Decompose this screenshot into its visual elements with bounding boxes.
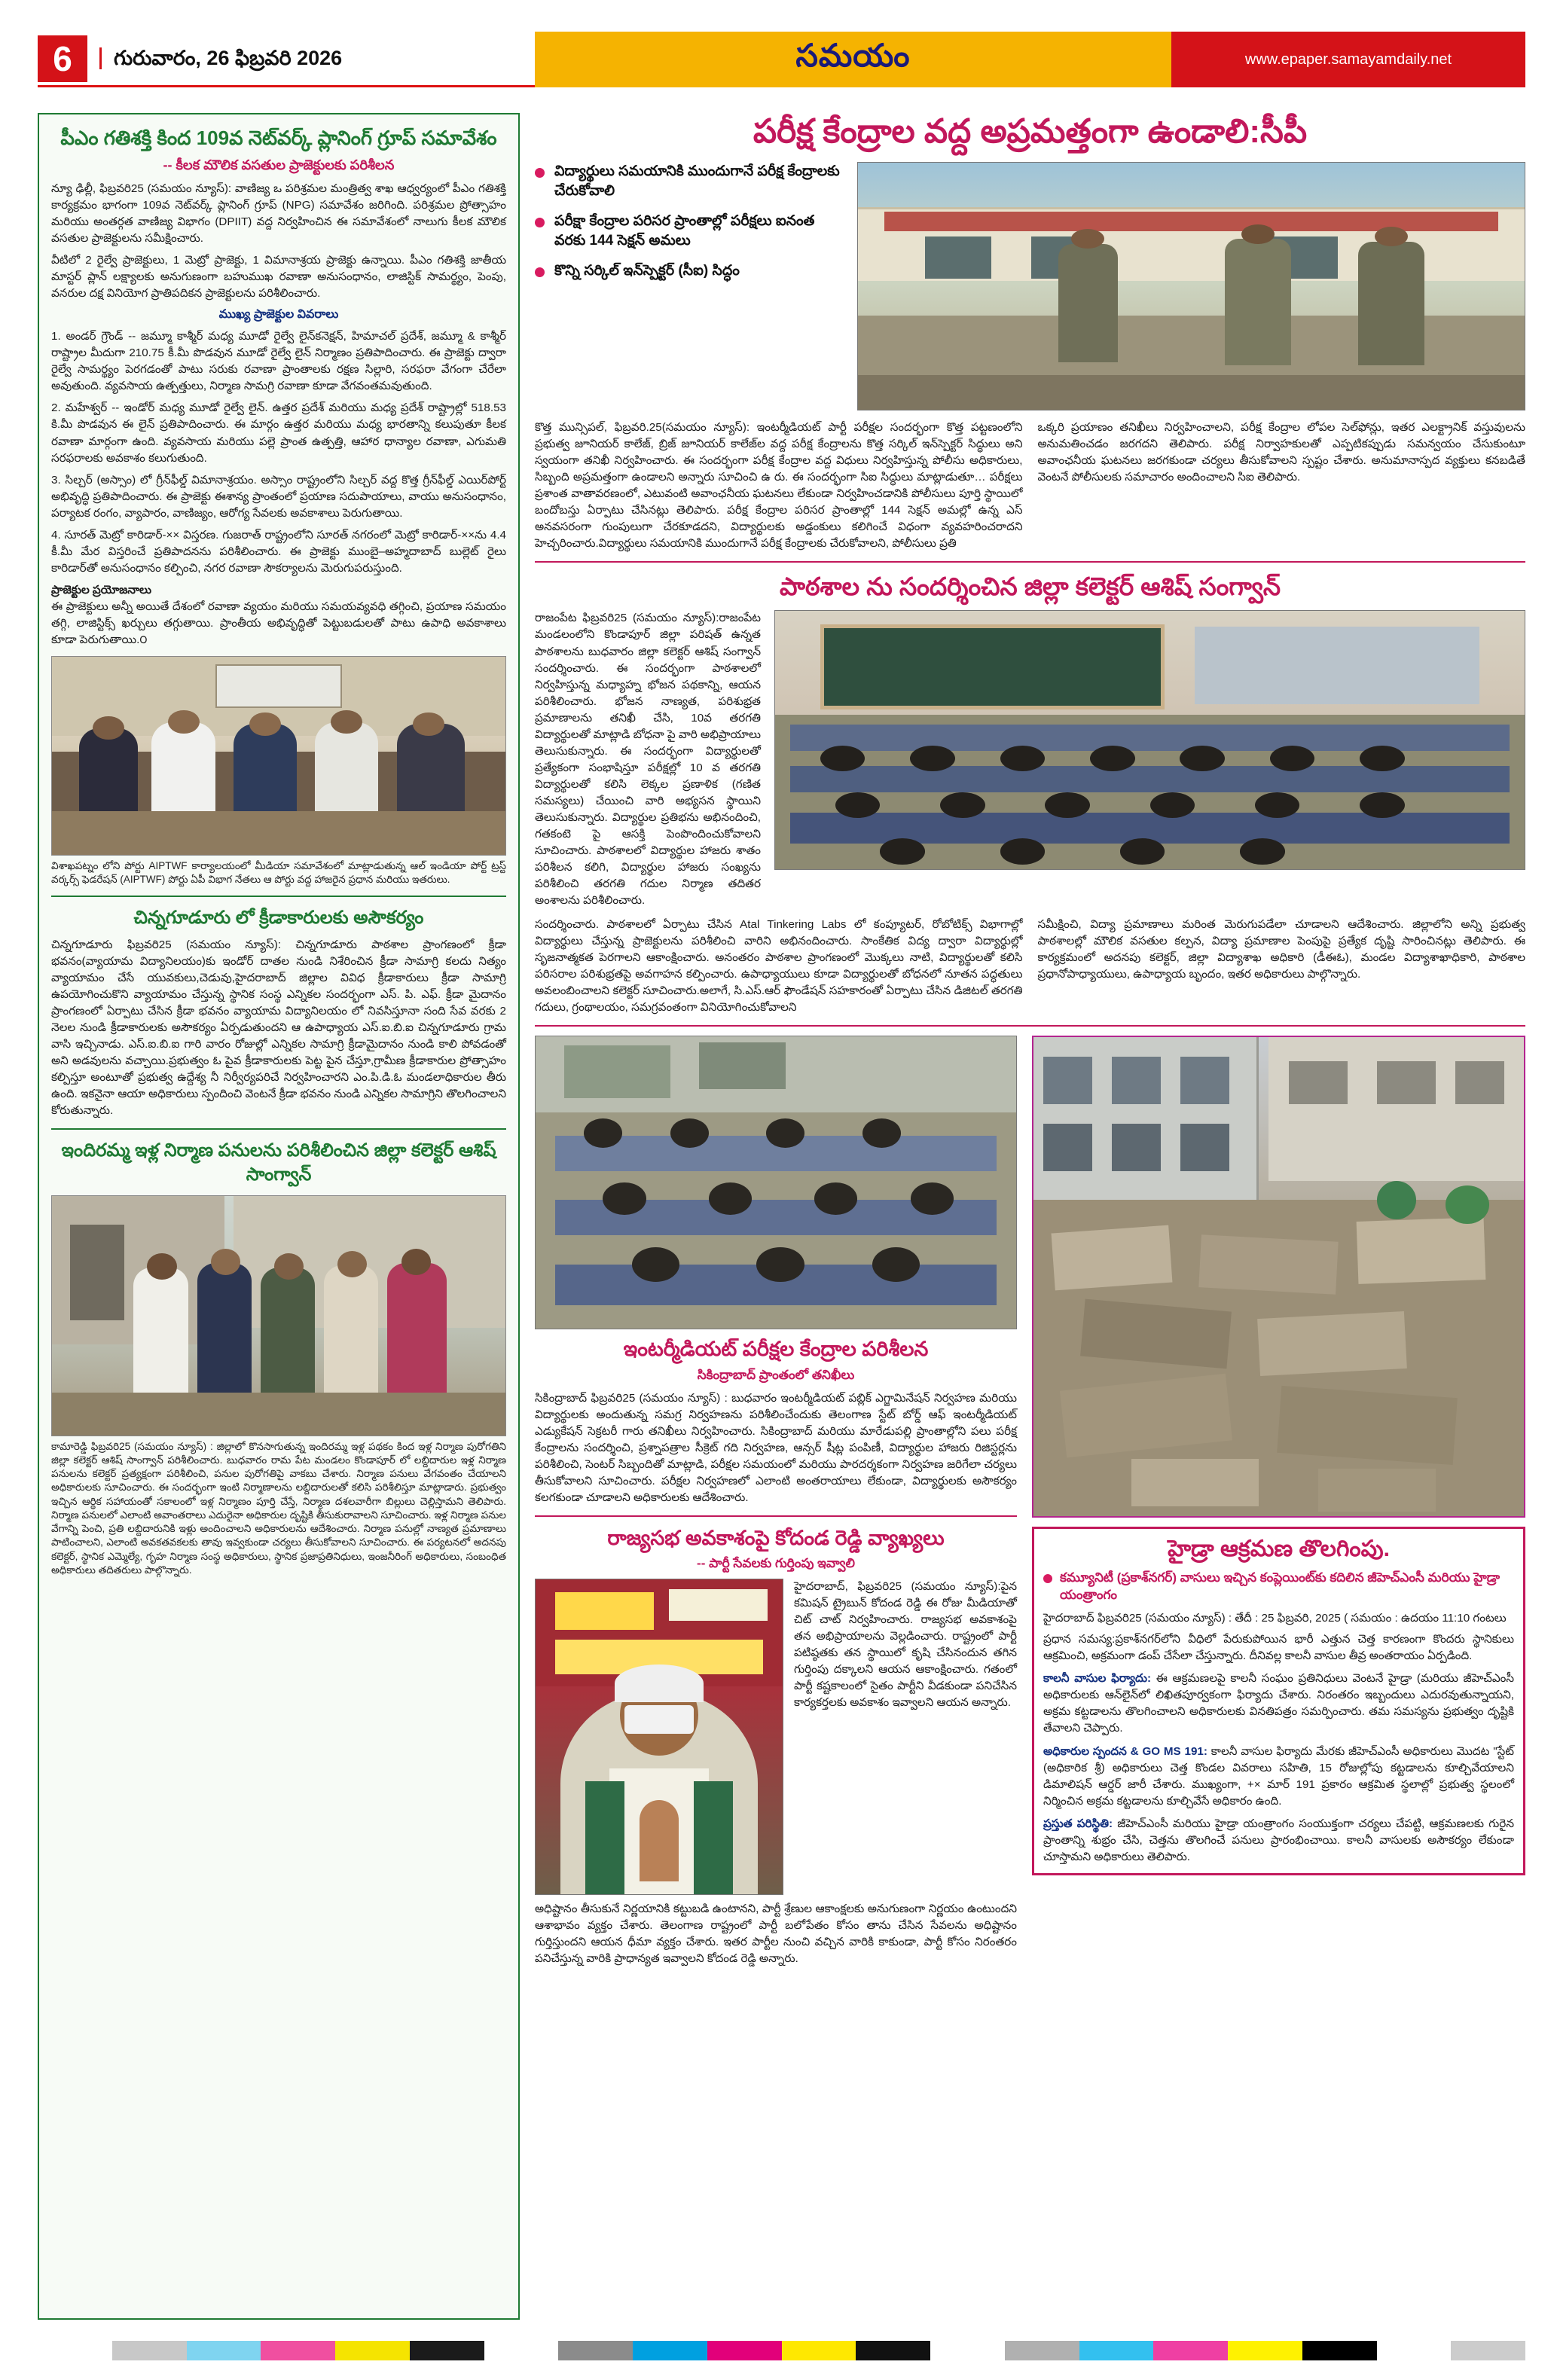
hydra-label-complaint: కాలనీ వాసుల ఫిర్యాదు: — [1043, 1672, 1152, 1686]
publication-date: గురువారం, 26 ఫిబ్రవరి 2026 — [99, 47, 342, 70]
color-swatch — [187, 2341, 261, 2360]
project-item: 1. అండర్ గ్రౌండ్ -- జమ్మూ కాశ్మీర్ మధ్య మూడో రైల్వే లైన్‌కనెక్షన్, హిమాచల్ ప్రదేశ్, జమ్మూ & కాశ్మీర్ రాష్ట్రాల మీదుగా 210.75 కీ.మీ పొడవున మూడో రైల్వే లైన్ నిర్మాణం ప్రతిపాదించారు. ఈ ప్రాజెక్టు ద్వారా రైల్వే సామర్థ్యం పెరగడంతో పాటు సరుకు రవాణా ప్రాంతాలకు రక్షణ సిల్లారి, సరఫరా వేగంగా చేరేలా అవుతుంది. వ్యవసాయ ఉత్పత్తులు, నిర్మాణ సామగ్రి రవాణా కూడా వేగవంతమవుతుంది. — [51, 330, 506, 393]
color-swatch — [930, 2341, 1005, 2360]
hydra-label-status: ప్రస్తుత పరిస్థితి: — [1043, 1817, 1113, 1830]
color-swatch — [1153, 2341, 1228, 2360]
color-swatch — [633, 2341, 707, 2360]
bottom-left-block — [535, 1036, 1017, 1967]
registration-color-bar — [38, 2341, 1525, 2360]
page-number: 6 — [38, 35, 87, 82]
photo-collector-houses-caption: కామారెడ్డి ఫిబ్రవరి25 (సమయం న్యూస్) : జిల్లాలో కొనసాగుతున్న ఇందిరమ్మ ఇళ్ల పథకం కింద ఇళ్ల నిర్మాణ పురోగతిని జిల్లా కలెక్టర్ ఆశిష్ సాంగ్వాన్ పరిశీలించారు. బుధవారం రామ పేట మండలం కొండాపూర్ లో లబ్దిదారుల ఇళ్ల నిర్మాణ పనులను కలెక్టర్ ప్రత్యక్షంగా పరిశీలించి, పనుల పురోగతిపై వాకబు చేశారు. నిర్మాణ పనులు వేగవంతం చేయాలని అధికారులకు సూచించారు. ఈ సందర్భంగా ఇంటి నిర్మాణాలను లబ్దిదారులతో కలిసి పరిశీలిస్తూ మాట్లాడారు. ప్రభుత్వం ఇచ్చిన ఆర్థిక సహాయంతో సకాలంలో ఇళ్ల నిర్మాణం పూర్తి చేస్తే, నిర్మాణ దశలవారీగా బిల్లులు చెల్లిస్తామని తెలిపారు. నిర్మాణ పనులలో ఎలాంటి అవాంతరాలు ఎదురైనా అధికారుల దృష్టికి తీసుకురావాలని సూచించారు. ఇళ్ల నిర్మాణ పనుల వేగాన్ని పెంచి, ప్రతి లబ్దిదారునికి ఇళ్లు అందించాలని అధికారులను ఆదేశించారు. నిర్మాణ పనుల్లో నాణ్యత ప్రమాణాలు పాటించాలని, ఎలాంటి అవకతవకలకు తావు ఇవ్వకుండా చర్యలు తీసుకోవాలని సూచించారు. ఈ పర్యటనలో అదనపు కలెక్టర్, స్థానిక ఎమ్మెల్యే, గృహ నిర్మాణ సంస్థ అధికారులు, స్థానిక ప్రజాప్రతినిధులు, ఇంజనీరింగ్ అధికారులు, సంబంధిత అధికారులు తదితరులు పాల్గొన్నారు. — [51, 1440, 506, 1576]
color-swatch — [856, 2341, 930, 2360]
color-swatch — [484, 2341, 559, 2360]
project-item: 4. సూరత్ మెట్రో కారిడార్-×× విస్తరణ. గుజరాత్ రాష్ట్రంలోని సూరత్ నగరంలో మెట్రో కారిడార్-××ను 4.4 కీ.మీ మేర విస్తరించే ప్రతిపాదనను పరిశీలించారు. ఈ ప్రాజెక్టు ముంబై–అహ్మదాబాద్ బుల్లెట్ రైలు కారిడార్‌తో అనుసంధానం కల్పించి, నగర రవాణా సౌకర్యాలను మెరుగుపరుస్తుంది. — [51, 528, 506, 575]
rajyasabha-subhead: -- పార్టీ సేవలకు గుర్తింపు ఇవ్వాలి — [697, 1556, 855, 1571]
divider — [51, 896, 506, 897]
exam-bullets — [535, 162, 844, 291]
color-swatch — [1451, 2341, 1525, 2360]
hydra-box — [1032, 1527, 1525, 1875]
hydra-body-1: హైదరాబాద్ ఫిబ్రవరి25 (సమయం న్యూస్) : తేదీ : 25 ఫిబ్రవరి, 2025 ( సమయం : ఉదయం 11:10 గంటలు — [1043, 1612, 1507, 1625]
story-exam — [535, 113, 1525, 552]
color-swatch — [707, 2341, 782, 2360]
bottom-right-block — [1032, 1036, 1525, 1967]
school-col2: సందర్శించారు. పాఠశాలలో ఏర్పాటు చేసిన Atal Tinkering Labs లో కంప్యూటర్, రోబోటిక్స్ విభాగాల్లో విద్యార్థులు చేస్తున్న ప్రాజెక్టులను పరిశీలించి వారిని అభినందించారు. సాంకేతిక విద్య ద్వారా విద్యార్థుల్లో సృజనాత్మకత పెరగాలని ఆకాంక్షించారు. అనంతరం పాఠశాల ప్రాంగణంలో మొక్కలు నాటి, విద్యార్థులతో కలిసి పరిసరాల పరిశుభ్రతపై అవగాహన కల్పించారు. ఉపాధ్యాయులు కూడా విద్యార్థులతో బోధనలో నూతన పద్ధతులు అవలంబించాలని కలెక్టర్ సూచించారు.అలాగే, సి.ఎస్.ఆర్ ఫౌండేషన్ సహకారంతో ఏర్పాటు చేసిన డిజిటల్ తరగతి గదులు, గ్రంథాలయం, సమగ్రవంతంగా వినియోగించుకోవాలని — [535, 918, 1023, 1015]
story-school — [535, 572, 1525, 1016]
color-swatch — [782, 2341, 856, 2360]
left-subhead-1: -- కీలక మౌలిక వసతుల ప్రాజెక్టులకు పరిశీలన — [163, 157, 395, 173]
left-body-1-p2: వీటిలో 2 రైల్వే ప్రాజెక్టులు, 1 మెట్రో ప్రాజెక్టు, 1 విమానాశ్రయ ప్రాజెక్టు ఉన్నాయి. పీఎం గతిశక్తి జాతీయ మాస్టర్ ప్లాన్ లక్ష్యాలకు అనుగుణంగా బహుముఖ రవాణా అనుసంధానం, లాజిస్టిక్ సామర్థ్యం, పెంపు, వనరుల దక్ష వినియోగ ప్రాతిపదికన ప్రాజెక్టులను పరిశీలించారు. — [51, 254, 506, 301]
exam-bullet: కొన్ని సర్కిల్ ఇన్‌స్పెక్టర్ (సీఐ) సిద్ధం — [535, 261, 844, 282]
main-area — [535, 113, 1525, 1967]
left-section-label: ముఖ్య ప్రాజెక్టుల వివరాలు — [218, 308, 339, 322]
inter-body: సికింద్రాబాద్ ఫిబ్రవరి25 (సమయం న్యూస్) : బుధవారం ఇంటర్మీడియట్ పబ్లిక్ ఎగ్జామినేషన్ నిర్వహణ మరియు విద్యార్థులకు అందుతున్న సమగ్ర నిర్వహణను పరిశీలించేందుకు తెలంగాణ స్టేట్ బోర్డ్ ఆఫ్ ఇంటర్మీడియట్ ఎడ్యుకేషన్ సెక్రటరీ గారు తనిఖీలు నిర్వహించారు. సికింద్రాబాద్ మరియు మారేడుపల్లి ప్రాంతాల్లోని పలు పరీక్ష కేంద్రాలను సందర్శించి, ప్రశ్నాపత్రాల సీక్రెట్ గది నిర్వహణ, ఆన్సర్ షీట్ల పంపిణీ, విద్యార్థుల హాజరు రిజిస్టర్లను పరిశీలించి, సెంటర్ సిబ్బందితో మాట్లాడి, పరీక్షల సమయంలో మరియు పారదర్శకంగా నిర్వహణ జరిగేలా చర్యలు తీసుకోవాలని సూచించారు. పరీక్షల నిర్వహణలో ఎలాంటి అంతరాయాలు లేకుండా, విద్యార్థులకు అసౌకర్యం కలగకుండా చూడాలని అధికారులకు ఆదేశించారు. — [535, 1391, 1017, 1504]
divider — [535, 1515, 1017, 1517]
left-column — [38, 113, 520, 2320]
photo-police-inspection — [857, 162, 1525, 410]
exam-body-col1: కొత్త మున్సిపల్, ఫిబ్రవరి.25(సమయం న్యూస్): ఇంటర్మీడియట్ పార్టీ పరీక్షల సందర్భంగా కొత్త పట్టణంలోని ప్రభుత్వ జూనియర్ కాలేజ్, బ్రిజ్ జూనియర్ కాలేజ్‌ల వద్ద పరీక్ష కేంద్రాలను కొత్త సర్కిల్ ఇన్‌స్పెక్టర్ సిద్ధులు అని స్వయంగా తనిఖీ నిర్వహించారు. ఈ సందర్భంగా పరీక్ష కేంద్రాల వద్ద విధులు నిర్వహిస్తున్న పోలీసు అధికారులు, సిబ్బంది అప్రమత్తంగా ఉండాలని అన్నారు సూచించి ఉ రు. ఈ సందర్భంగా సిఐ సిద్ధులు మాట్లాడుతూ… పరీక్షలు ప్రశాంత వాతావరణంలో, ఎటువంటి అవాంఛనీయ ఘటనలు లేకుండా నిర్వహించడానికి పోలీసులు పూర్తి స్థాయిలో బందోబస్తు ఏర్పాటు చేసినట్లు తెలిపారు. పరీక్ష కేంద్రాల పరిసర ప్రాంతాల్లో 144 సెక్షన్ అమల్లో ఉన్న ఎస్ అనవసరంగా గుంపులుగా చేరకూడదని, విద్యార్థులకు అడ్డంకులు కలిగించే విధంగా వ్యవహరించరాదని హెచ్చరించారు.విద్యార్థులు సమయానికి ముందుగానే పరీక్ష కేంద్రాలకు చేరుకోవాలని, పోలీసులు ప్రతి — [535, 420, 1023, 550]
left-body-2 — [51, 937, 506, 1119]
inter-subhead: సికింద్రాబాద్ ప్రాంతంలో తనిఖీలు — [697, 1367, 855, 1382]
color-swatch — [1005, 2341, 1079, 2360]
left-projects — [51, 328, 506, 576]
hydra-body-4: కాలనీ వాసుల ఫిర్యాదు మేరకు జీహెచ్ఎంసీ అధికారులు మొదట "స్టేట్ (అధికారిక శ్రీ) అధికారులు చెత్త కొండల వివరాలు సహితి, 15 రోజుల్లోపు కట్టడాలను కూల్చివేయాలని డిమాలిషన్ ఆర్డర్ జారీ చేశారు. ముఖ్యంగా, +× మార్ 191 ప్రకారం ఆక్రమిత స్థలాల్లో ప్రభుత్వ స్థలంలో నిర్మించిన అక్రమ కట్టడాలను కూల్చివేసే అధికారం ఉంది. — [1043, 1744, 1514, 1808]
exam-bullet: పరీక్షా కేంద్రాల పరిసర ప్రాంతాల్లో పరీక్షలు ఐనంత వరకు 144 సెక్షన్ అమలు — [535, 212, 844, 252]
color-swatch — [558, 2341, 633, 2360]
photo-kodanda-reddy — [535, 1579, 783, 1895]
website-url[interactable]: www.epaper.samayamdaily.net — [1171, 32, 1525, 87]
masthead-left — [38, 32, 535, 87]
color-swatch — [1228, 2341, 1302, 2360]
rajyasabha-headline: రాజ్యసభ అవకాశంపై కోదండ రెడ్డి వ్యాఖ్యలు — [607, 1526, 945, 1549]
divider — [535, 1025, 1525, 1027]
hydra-headline: హైడ్రా ఆక్రమణ తొలగింపు. — [1168, 1536, 1390, 1562]
color-swatch — [112, 2341, 187, 2360]
exam-bullet: విద్యార్థులు సమయానికి ముందుగానే పరీక్ష కేంద్రాలకు చేరుకోవాలి — [535, 162, 844, 202]
hydra-body-3: ఈ ఆక్రమణలపై కాలనీ సంఘం ప్రతినిధులు వెంటనే హైడ్రా (మరియు జీహెచ్ఎంసీ అధికారులకు ఆన్‌లైన్‌లో లిఖితపూర్వకంగా ఫిర్యాదు చేశారు. నిరంతరం ఇబ్బందులు ఎదురవుతున్నాయని, అక్రమ కట్టడాలను తొలగించాలని అధికారులకు వినతిపత్రం సమర్పించారు. తమ సమస్యను ప్రభుత్వం దృష్టికి తేవాలని చెప్పారు. — [1043, 1672, 1514, 1735]
photo-hydra-demolition — [1032, 1036, 1525, 1518]
photo-press-meet-caption: విశాఖపట్నం లోని పోర్టు AIPTWF కార్యాలయంలో మీడియా సమావేశంలో మాట్లాడుతున్న ఆల్ ఇండియా పోర్ట్ ట్రస్ట్ వర్కర్స్ ఫెడరేషన్ (AIPTWF) పోర్టు ఏపీ విభాగ నేతలు ఆ పోర్టు వద్ద హాజరైన ప్రధాన మరియు ఇతరులు. — [51, 859, 506, 886]
divider — [535, 561, 1525, 563]
photo-press-meet — [51, 656, 506, 856]
school-col1: రాజంపేట ఫిబ్రవరి25 (సమయం న్యూస్):రాజంపేట మండలంలోని కొండాపూర్ జిల్లా పరిషత్ ఉన్నత పాఠశాలను బుధవారం జిల్లా కలెక్టర్ ఆశిష్ సంగ్వాన్ సందర్శించారు. ఈ సందర్భంగా పాఠశాలలో నిర్వహిస్తున్న మధ్యాహ్న భోజన పథకాన్ని, ఆయన పరిశీలించారు. భోజన నాణ్యత, పరిశుభ్రత ప్రమాణాలను తనిఖీ చేసి, 10వ తరగతి విద్యార్థులతో మాట్లాడి బోధనా పై వారి అభిప్రాయాలు తెలుసుకున్నారు. ఈ సందర్భంగా విద్యార్థులతో ప్రత్యేకంగా సంభాషిస్తూ పరీక్షల్లో 10 వ తరగతి విద్యార్థులతో కలిసి లెక్కల ప్రణాళిక (గణిత సమస్యలు) చేయించి వారి అభ్యసన స్థాయిని తెలుసుకున్నారు. విద్యార్థుల ప్రతిభను అభినందించి, గతకంటె పై ఆసక్తి పెంపొందించుకోవాలని సూచించారు. పాఠశాలలో విద్యార్థుల హాజరు శాతం పరిశీలన కలిగి, విద్యార్థుల హాజరు సంఖ్యను పరిశీలించి తరగతి గదుల నిర్మాణ తదితర అంశాలను పరిశీలించారు. — [535, 612, 761, 907]
color-swatch — [1377, 2341, 1452, 2360]
masthead — [38, 32, 1525, 87]
project-item: 2. మహేశ్వర్ -- ఇండోర్ మధ్య మూడో రైల్వే లైన్. ఉత్తర ప్రదేశ్ మరియు మధ్య ప్రదేశ్ రాష్ట్రాల్లో 518.53 కి.మీ పొడవున ఈ లైన్ ప్రతిపాదించారు. ఈ మార్గం ఉత్తర మరియు మధ్య భారతాన్ని కలుపుతూ కీలక రవాణా మార్గంగా ఉంది. వ్యవసాయ మరియు పల్లె ప్రాంత ఉత్పత్తి, ఆహార ధాన్యాల రవాణా, ఎగుమతి సరఫరాలకు అవకాశం కలుగుతుంది. — [51, 401, 506, 465]
left-body-1-p1: న్యూ ఢిల్లీ, ఫిబ్రవరి25 (సమయం న్యూస్): వాణిజ్య ఒ పరిశ్రమల మంత్రిత్వ శాఖ ఆధ్వర్యంలో పీఎం గతిశక్తి కార్యక్రమం భాగంగా 109వ నెట్‌వర్క్ ప్లానింగ్ గ్రూప్ (NPG) సమావేశం జరిగింది. పరిశ్రమల ప్రోత్సాహం మరియు అంతర్గత వాణిజ్య విభాగం (DPIIT) వద్ద నిర్వహించిన ఈ సమావేశంలో నాలుగు కీలక మౌలిక వసతుల ప్రాజెక్టులను సమీక్షించారు. — [51, 182, 506, 246]
photo-classroom-visit — [774, 610, 1525, 870]
left-body-2-p1: చిన్నగూడూరు ఫిబ్రవరి25 (సమయం న్యూస్): చిన్నగూడూరు పాఠశాల ప్రాంగణంలో క్రీడా భవనం(వ్యాయామ విద్యానిలయం)కు ఇండోర్ దాతల నుండి నిశేరించిన క్రీడా సామాగ్రి కలదు నిత్యం వ్యాయామం చేసే యువకులు,చెడువు,హైదరాబాద్ జిల్లాల వివిధ క్రీడాకారులు క్రీడా సామాగ్రి ఉపయోగించుకొని వ్యాయామం చేస్తున్న స్థానిక సంస్థ ఎన్నికల సందర్భంగా ఎస్. పి. ఎఫ్. క్రీడా మైదానం ప్రాంగణంలో ఏర్పాటు చేసిన క్రీడా భవనం వ్యాయామ విద్యానిలయం లో నివసిస్తూనా సంది సేవ వరకు 2 నెలల నుండి క్రీడాకారులకు అసౌకర్యం ఏర్పడుతుందని ఆ ఉపాధ్యాయ ఎస్.ఐ.బి.ఐ చిన్నగూడూరు గ్రామ వాసి ఇచ్చినాడు. ఎస్.ఐ.బి.ఐ గారి వారం రోజుల్లో ఎన్నికల సామాగ్రి క్రీడామైదానం నుండి కాలి పోవడంతో అని అడవులను వచ్చాయి.ప్రభుత్వం ఓ పైవ క్రీడాకారులకు పెట్ట పైన చేస్తూ,గ్రామీణ క్రీడాకారుల ప్రోత్సాహం కల్పిస్తూ అంటూతో ప్రభుత్వ ఉద్దేశ్య నీ నిర్వీర్యపరిచే నిర్వహించారని ఎం.పి.డి.ఓ మండలాధికారుల తీరు ఉంది. ఇకనైనా ఆయా అధికారులు స్పందించి వెంటనే క్రీడా భవనం నుండి ఎన్నికల సామాగ్రిని తొలగించాలని కోరుతున్నారు. — [51, 938, 506, 1118]
school-headline: పాఠశాల ను సందర్శించిన జిల్లా కలెక్టర్ ఆశిష్ సంగ్వాన్ — [779, 572, 1281, 600]
left-headline-2: చిన్నగూడూరు లో క్రీడాకారులకు అసౌకర్యం — [133, 908, 424, 929]
left-headline-3: ఇందిరమ్మ ఇళ్ల నిర్మాణ పనులను పరిశీలించిన జిల్లా కలెక్టర్ ఆశిష్ సాంగ్వాన్ — [61, 1140, 496, 1185]
color-swatch — [1302, 2341, 1377, 2360]
exam-body-col2: ఒక్కరి ప్రయాణం తనిఖీలు నిర్వహించాలని, పరీక్ష కేంద్రాల లోపల సెల్‌ఫోన్లు, ఇతర ఎలక్ట్రానిక్ వస్తువులను అనుమతించడం జరగదని తెలిపారు. పరీక్ష నిర్వాహకులతో ఎప్పటికప్పుడు సమన్వయం చేసుకుంటూ అవాంఛనీయ ఘటనలు జరగకుండా చర్యలు తీసుకోవాలని స్పష్టం చేశారు. అనుమానాస్పద వ్యక్తులు కనబడితే వెంటనే పోలీసులకు సమాచారం అందించాలని సిఐ తెలిపారు. — [1037, 420, 1525, 484]
divider — [51, 1128, 506, 1130]
color-swatch — [410, 2341, 484, 2360]
color-swatch — [261, 2341, 335, 2360]
hydra-body-2: ప్రధాన సమస్య:ప్రకాశ్‌నగర్‌లోని వీధిలో పేరుకుపోయిన భారీ ఎత్తున చెత్త కారణంగా కొందరు స్థానికులు ఆక్రమించి, అక్రమంగా డంప్ చేసేలా చేస్తున్నారు. దీనివల్ల కాలనీ వాసుల తీవ్ర అంతరాయం ఏర్పడింది. — [1043, 1633, 1514, 1663]
rajyasabha-col1: హైదరాబాద్, ఫిబ్రవరి25 (సమయం న్యూస్):పైన కమిషన్ ట్రైబున్ కోదండ రెడ్డి ఈ రోజు మీడియాతో చిట్ చాట్ నిర్వహించారు. రాజ్యసభ అవకాశంపై తన అభిప్రాయాలను వెల్లడించారు. రాష్ట్రంలో పార్టీ పటిష్ఠతకు తన స్థాయిలో కృషి చేసినందున తగిన గుర్తింపు దక్కాలని ఆయన ఆకాంక్షించారు. గతంలో పార్టీ కష్టకాలంలో సైతం పార్టీని వీడకుండా పనిచేసిన కార్యకర్తలకు అవకాశం ఇవ్వాలని ఆయన అన్నారు. — [794, 1580, 1017, 1710]
color-swatch — [335, 2341, 410, 2360]
inter-headline: ఇంటర్మీడియట్ పరీక్షల కేంద్రాల పరిశీలన — [623, 1338, 929, 1361]
project-item: 3. సిల్చర్ (అస్సాం) లో గ్రీన్‌ఫీల్డ్ విమానాశ్రయం. అస్సాం రాష్ట్రంలోని సిల్చర్ వద్ద కొత్త గ్రీన్‌ఫీల్డ్ ఎయిర్‌పోర్ట్ అభివృద్ధి ప్రతిపాదించారు. ఈ ప్రాజెక్టు ఈశాన్య ప్రాంతంలో ప్రయాణ సదుపాయాలు, వాయు అనుసంధానం, పర్యాటక రంగం, వ్యాపారం, వాణిజ్యం, ఆరోగ్య సేవలకు అవకాశాలు పెరుగుతాయి. — [51, 473, 506, 520]
benefits-text: ఈ ప్రాజెక్టులు అన్నీ అయితే దేశంలో రవాణా వ్యయం మరియు సమయవ్యవధి తగ్గించి, ప్రయాణ సమయం తగ్గి, లాజిస్టిక్స్ ఖర్చులు తగ్గుతాయి. ప్రాంతీయ అభివృద్ధితో పెట్టుబడులతో పాటు ఉపాధి అవకాశాలు కూడా పెరుగుతాయి.౦ — [51, 600, 506, 646]
hydra-label-go: అధికారుల స్పందన & GO MS 191: — [1043, 1744, 1207, 1758]
photo-inter-exam-hall — [535, 1036, 1017, 1329]
photo-collector-houses — [51, 1195, 506, 1436]
paper-title: సమయం — [795, 37, 911, 73]
rajyasabha-col2: అధిష్టానం తీసుకునే నిర్ణయానికి కట్టుబడి ఉంటానని, పార్టీ శ్రేణుల ఆకాంక్షలకు అనుగుణంగా నిర్ణయం ఉంటుందని ఆశాభావం వ్యక్తం చేశారు. తెలంగాణ రాష్ట్రంలో పార్టీ బలోపేతం కోసం తాను చేసిన సేవలను అధిష్టానం గుర్తిస్తుందని ఆయన ధీమా వ్యక్తం చేశారు. ఇతర పార్టీల నుంచి వచ్చిన వారికి కాకుండా, పార్టీ కోసం నిరంతరం పనిచేస్తున్న వారికి ప్రాధాన్యత ఇవ్వాలని కోదండ రెడ్డి అన్నారు. — [535, 1902, 1017, 1966]
color-swatch — [1079, 2341, 1154, 2360]
left-body-1 — [51, 181, 506, 302]
benefits-label: ప్రాజెక్టుల ప్రయోజనాలు — [51, 583, 152, 597]
exam-headline: పరీక్ష కేంద్రాల వద్ద అప్రమత్తంగా ఉండాలి:సీపీ — [753, 113, 1308, 150]
hydra-subhead: కమ్యూనిటీ (ప్రకాశ్‌నగర్) వాసులు ఇచ్చిన కంప్లెయింట్‌కు కదిలిన జీహెచ్ఎంసీ మరియు హైడ్రా యంత్రాంగం — [1043, 1569, 1514, 1605]
school-col3: సమీక్షించి, విద్యా ప్రమాణాలు మరింత మెరుగుపడేలా చూడాలని ఆదేశించారు. జిల్లాలోని అన్ని ప్రభుత్వ పాఠశాలల్లో మౌలిక వసతుల కల్పన, విద్యా ప్రమాణాల పెంపుపై ప్రత్యేక దృష్టి సారించినట్లు తెలిపారు. ఈ కార్యక్రమంలో అదనపు కలెక్టర్, జిల్లా విద్యాశాఖ అధికారి (డీఈఓ), మండల విద్యాశాఖాధికారి, పాఠశాల ప్రధానోపాధ్యాయులు, ఉపాధ్యాయ బృందం, ఇతర అధికారులు పాల్గొన్నారు. — [1037, 918, 1525, 981]
masthead-title-band — [535, 32, 1171, 87]
color-swatch — [38, 2341, 112, 2360]
hydra-body-5: జీహెచ్ఎంసీ మరియు హైడ్రా యంత్రాంగం సంయుక్తంగా చర్యలు చేపట్టి, ఆక్రమణలకు గురైన ప్రాంతాన్ని శుభ్రం చేసి, చెత్తను తొలగించే పనులు ప్రారంభించాయి. కాలనీ వాసులకు అసౌకర్యం లేకుండా చూస్తామని అధికారులు తెలిపారు. — [1043, 1817, 1514, 1863]
left-headline-1: పీఎం గతిశక్తి కింద 109వ నెట్‌వర్క్ ప్లానింగ్ గ్రూప్ సమావేశం — [60, 127, 497, 149]
